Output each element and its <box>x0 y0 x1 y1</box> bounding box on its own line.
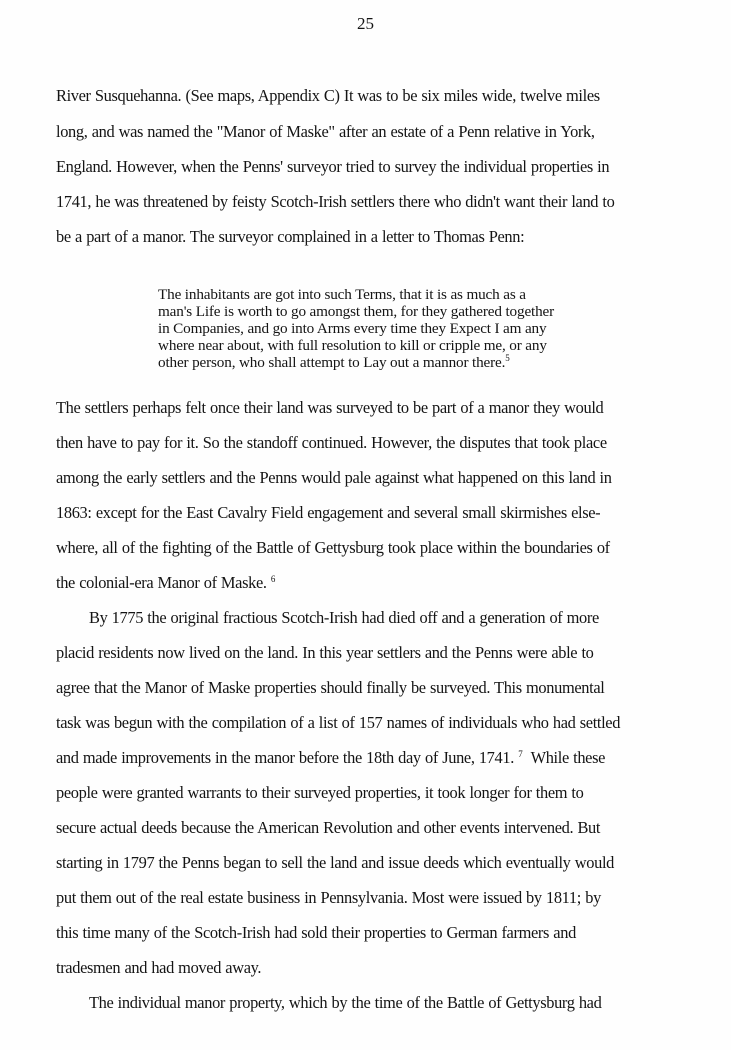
text-line: secure actual deeds because the American Revolution and other events intervened. But <box>56 818 601 837</box>
text-line: where, all of the fighting of the Battle of Gettysburg took place within the boundaries of <box>56 538 610 557</box>
text-line: agree that the Manor of Maske properties should finally be surveyed. This monumental <box>56 678 605 697</box>
text-line <box>56 573 275 593</box>
text-line: placid residents now lived on the land. In this year settlers and the Penns were able to <box>56 643 594 662</box>
text-line: 1863: except for the East Cavalry Field engagement and several small skirmishes else- <box>56 503 601 522</box>
page-number: 25 <box>357 14 374 33</box>
quote-text: other person, who shall attempt to Lay out a mannor there. <box>158 354 506 371</box>
quote-line: The inhabitants are got into such Terms, that it is as much as a <box>158 286 526 303</box>
text-line: The settlers perhaps felt once their land was surveyed to be part of a manor they would <box>56 398 604 417</box>
line-text: the colonial-era Manor of Maske. <box>56 573 271 592</box>
quote-line: in Companies, and go into Arms every time they Expect I am any <box>158 320 547 337</box>
text-line: 1741, he was threatened by feisty Scotch-Irish settlers there who didn't want their land to <box>56 192 615 211</box>
text-line: task was begun with the compilation of a list of 157 names of individuals who had settled <box>56 713 621 732</box>
text-line: starting in 1797 the Penns began to sell the land and issue deeds which eventually would <box>56 853 615 872</box>
quote-line <box>158 355 510 370</box>
text-line: England. However, when the Penns' surveyor tried to survey the individual properties in <box>56 157 610 176</box>
quote-line: where near about, with full resolution to kill or cripple me, or any <box>158 337 547 354</box>
text-line <box>56 748 605 768</box>
text-line: this time many of the Scotch-Irish had sold their properties to German farmers and <box>56 923 576 942</box>
footnote-marker: 5 <box>505 353 510 363</box>
text-line: people were granted warrants to their surveyed properties, it took longer for them to <box>56 783 584 802</box>
text-line: be a part of a manor. The surveyor complained in a letter to Thomas Penn: <box>56 227 525 246</box>
footnote-marker: 6 <box>270 574 276 584</box>
quote-line: man's Life is worth to go amongst them, for they gathered together <box>158 303 555 320</box>
line-text: While these <box>522 748 606 767</box>
text-line: By 1775 the original fractious Scotch-Irish had died off and a generation of more <box>89 608 599 627</box>
line-text: and made improvements in the manor before the 18th day of June, 1741. <box>56 748 519 767</box>
text-line: long, and was named the "Manor of Maske" after an estate of a Penn relative in York, <box>56 122 595 141</box>
text-line: River Susquehanna. (See maps, Appendix C) It was to be six miles wide, twelve miles <box>56 86 600 105</box>
text-line: among the early settlers and the Penns would pale against what happened on this land in <box>56 468 612 487</box>
text-line: then have to pay for it. So the standoff continued. However, the disputes that took place <box>56 433 607 452</box>
text-line: The individual manor property, which by the time of the Battle of Gettysburg had <box>89 993 602 1012</box>
text-line: put them out of the real estate business in Pennsylvania. Most were issued by 1811; by <box>56 888 601 907</box>
footnote-marker: 7 <box>518 749 523 759</box>
text-line: tradesmen and had moved away. <box>56 958 262 977</box>
